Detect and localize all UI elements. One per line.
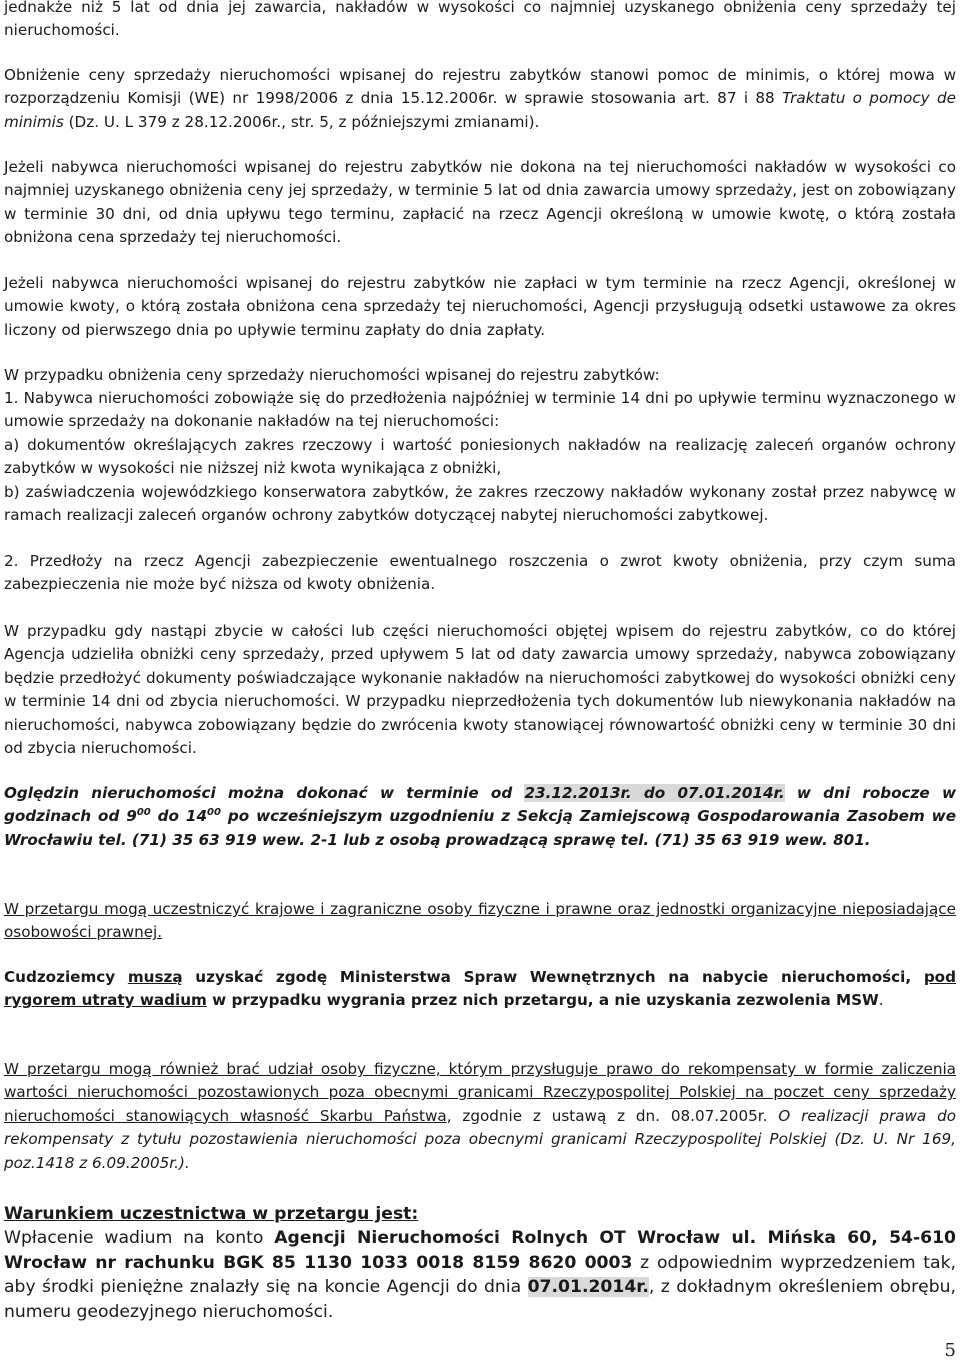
list-item-a: a) dokumentów określających zakres rzeczowy i wartość poniesionych nakładów na realizację zaleceń organów ochrony zabytków w wysokości nie niższej niż kwota wynikająca z obniżki,: [4, 436, 956, 478]
list-item-2: 2. Przedłoży na rzecz Agencji zabezpieczenie ewentualnego roszczenia o zwrot kwoty obniżenia, przy czym suma zabezpieczenia nie może być niższa od kwoty obniżenia.: [4, 552, 956, 594]
paragraph-conditions: [4, 1202, 956, 1324]
paragraph-continuation: jednakże niż 5 lat od dnia jej zawarcia, nakładów w wysokości co najmniej uzyskanego obniżenia ceny sprzedaży tej nieruchomości.: [4, 0, 956, 40]
paragraph-foreigners: Cudzoziemcy muszą uzyskać zgodę Ministerstwa Spraw Wewnętrznych na nabycie nieruchomości, pod rygorem utraty wadium w przypadku wygrania przez nich przetargu, a nie uzyskania zezwolenia MSW.: [4, 968, 956, 1010]
paragraph-participants: W przetargu mogą uczestniczyć krajowe i zagraniczne osoby fizyczne i prawne oraz jednostki organizacyjne nieposiadające osobowości prawnej.: [4, 900, 956, 942]
paragraph-disposal: W przypadku gdy nastąpi zbycie w całości lub części nieruchomości objętej wpisem do rejestru zabytków, co do której Agencja udzieliła obniżki ceny sprzedaży, przed upływem 5 lat od daty zawarcia umowy sprzedaży, nabywca zobowiązany będzie przedłożyć dokumenty poświadczające wykonanie nakładów na nieruchomości zabytkowej do wysokości obniżki ceny w terminie 14 dni od zbycia nieruchomości. W przypadku nieprzedłożenia tych dokumentów lub niewykonania nakładów na nieruchomości, nabywca zobowiązany będzie do zwrócenia kwoty stanowiącej równowartość obniżki ceny w terminie 30 dni od zbycia nieruchomości.: [4, 622, 956, 758]
page-number: 5: [944, 1340, 956, 1361]
list-item-b: b) zaświadczenia wojewódzkiego konserwatora zabytków, że zakres rzeczowy nakładów wykonany został przez nabywcę w ramach realizacji zaleceń organów ochrony zabytków dotyczącej nabytej nieruchomości zabytkowej.: [4, 483, 956, 525]
conditions-title: Warunkiem uczestnictwa w przetargu jest:: [4, 1204, 419, 1224]
paragraph-intro: W przypadku obniżenia ceny sprzedaży nieruchomości wpisanej do rejestru zabytków:: [4, 366, 660, 384]
list-item-1: 1. Nabywca nieruchomości zobowiąże się do przedłożenia najpóźniej w terminie 14 dni po upływie terminu wyznaczonego w umowie sprzedaży na dokonanie nakładów na tej nieruchomości:: [4, 389, 956, 431]
paragraph-compensation: W przetargu mogą również brać udział osoby fizyczne, którym przysługuje prawo do rekompensaty w formie zaliczenia wartości nieruchomości pozostawionych poza obecnymi granicami Rzeczypospolitej Polskiej na poczet ceny sprzedaży nieruchomości stanowiących własność Skarbu Państwa, zgodnie z ustawą z dn. 08.07.2005r. O realizacji prawa do rekompensaty z tytułu pozostawienia nieruchomości poza obecnymi granicami Rzeczypospolitej Polskiej (Dz. U. Nr 169, poz.1418 z 6.09.2005r.).: [4, 1060, 956, 1172]
paragraph-inspection: Oględzin nieruchomości można dokonać w terminie od 23.12.2013r. do 07.01.2014r. w dni robocze w godzinach od $9^{00}$ do $14^{00}$ po wcześniejszym uzgodnieniu z Sekcją Zamiejscową Gospodarowania Zasobem we Wrocławiu tel. (71) 35 63 919 wew. 2-1 lub z osobą prowadzącą sprawę tel. (71) 35 63 919 wew. 801.: [4, 784, 957, 849]
paragraph-de-minimis: Obniżenie ceny sprzedaży nieruchomości wpisanej do rejestru zabytków stanowi pomoc de minimis, o której mowa w rozporządzeniu Komisji (WE) nr 1998/2006 z dnia 15.12.2006r. w sprawie stosowania art. 87 i 88 Traktatu o pomocy de minimis (Dz. U. L 379 z 28.12.2006r., str. 5, z późniejszymi zmianami).: [4, 66, 956, 131]
paragraph-interest: Jeżeli nabywca nieruchomości wpisanej do rejestru zabytków nie zapłaci w tym terminie na rzecz Agencji, określonej w umowie kwoty, o którą została obniżona cena sprzedaży tej nieruchomości, Agencji przysługują odsetki ustawowe za okres liczony od pierwszego dnia po upływie terminu zapłaty do dnia zapłaty.: [4, 274, 956, 339]
paragraph-no-investment: Jeżeli nabywca nieruchomości wpisanej do rejestru zabytków nie dokona na tej nieruchomości nakładów w wysokości co najmniej uzyskanego obniżenia ceny jej sprzedaży, w terminie 5 lat od dnia zawarcia umowy sprzedaży, jest on zobowiązany w terminie 30 dni, od dnia upływu tego terminu, zapłacić na rzecz Agencji określoną w umowie kwotę, o którą została obniżona cena sprzedaży tej nieruchomości.: [4, 158, 956, 247]
conditions-text: Wpłacenie wadium na konto Agencji Nieruchomości Rolnych OT Wrocław ul. Mińska 60, 54-610 Wrocław nr rachunku BGK 85 1130 1033 0018 8159 8620 0003 z odpowiednim wyprzedzeniem tak, aby środki pieniężne znalazły się na koncie Agencji do dnia 07.01.2014r., z dokładnym określeniem obrębu, numeru geodezyjnego nieruchomości.: [4, 1228, 956, 1322]
